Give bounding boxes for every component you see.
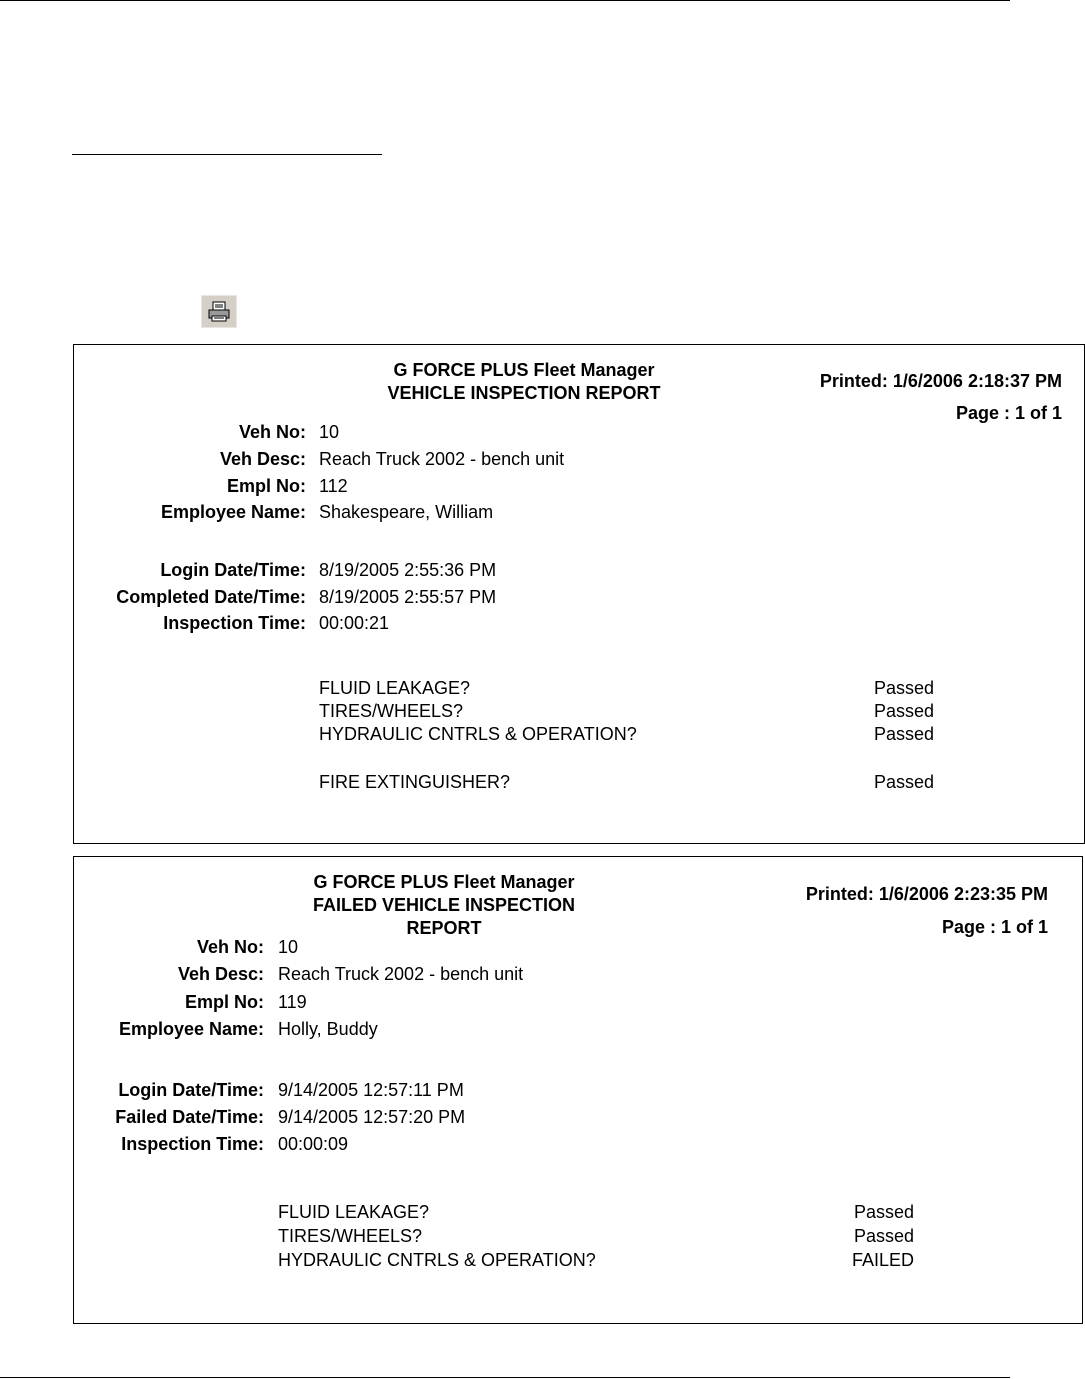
field-value: Holly, Buddy — [278, 1019, 378, 1039]
failed-vehicle-inspection-report — [73, 856, 1083, 1324]
field-label: Empl No: — [185, 992, 264, 1012]
field-label: Completed Date/Time: — [116, 587, 306, 607]
field-label: Veh No: — [238, 422, 306, 442]
field-value: 8/19/2005 2:55:57 PM — [319, 587, 497, 607]
field-value: Reach Truck 2002 - bench unit — [278, 964, 524, 984]
report-company-title: G FORCE PLUS Fleet Manager — [313, 872, 575, 892]
inspection-item-question: HYDRAULIC CNTRLS & OPERATION? — [319, 724, 637, 744]
inspection-item-question: TIRES/WHEELS? — [319, 701, 464, 721]
inspection-item-question: TIRES/WHEELS? — [278, 1226, 423, 1246]
inspection-item-result: Passed — [874, 678, 935, 698]
inspection-item-question: FLUID LEAKAGE? — [319, 678, 471, 698]
field-value: 10 — [278, 937, 299, 957]
vehicle-inspection-report — [73, 344, 1085, 844]
section-underline — [72, 154, 382, 155]
printed-timestamp: Printed: 1/6/2006 2:18:37 PM — [819, 371, 1062, 391]
inspection-item-question: FIRE EXTINGUISHER? — [319, 772, 511, 792]
field-value: 10 — [319, 422, 340, 442]
inspection-item-result: Passed — [854, 1226, 915, 1246]
field-label: Empl No: — [227, 476, 306, 496]
field-value: 00:00:09 — [278, 1134, 349, 1154]
field-label: Inspection Time: — [121, 1134, 264, 1154]
field-value: 119 — [278, 992, 307, 1012]
field-label: Inspection Time: — [163, 613, 306, 633]
field-label: Veh Desc: — [219, 449, 306, 469]
inspection-item-question: FLUID LEAKAGE? — [278, 1202, 430, 1222]
inspection-item-question: HYDRAULIC CNTRLS & OPERATION? — [278, 1250, 596, 1270]
report-type-title: FAILED VEHICLE INSPECTION REPORT — [312, 895, 576, 938]
report-header — [374, 359, 674, 405]
report-company-title: G FORCE PLUS Fleet Manager — [393, 360, 655, 380]
field-label: Employee Name: — [160, 502, 306, 522]
field-value: 00:00:21 — [319, 613, 390, 633]
field-value: Shakespeare, William — [319, 502, 494, 522]
page-bottom-rule — [0, 1377, 1010, 1378]
inspection-item-result: FAILED — [852, 1250, 915, 1270]
field-label: Login Date/Time: — [160, 560, 306, 580]
field-label: Veh No: — [196, 937, 264, 957]
field-value: 112 — [319, 476, 348, 496]
report-type-title: VEHICLE INSPECTION REPORT — [387, 383, 661, 403]
inspection-item-result: Passed — [874, 701, 935, 721]
page-top-rule — [0, 0, 1010, 1]
printed-timestamp: Printed: 1/6/2006 2:23:35 PM — [805, 884, 1048, 904]
field-label: Failed Date/Time: — [115, 1107, 264, 1127]
printer-icon — [207, 301, 231, 323]
report-header — [274, 871, 614, 940]
inspection-item-result: Passed — [874, 772, 935, 792]
inspection-item-result: Passed — [874, 724, 935, 744]
print-button[interactable] — [201, 295, 237, 328]
field-value: 9/14/2005 12:57:11 PM — [278, 1080, 464, 1100]
inspection-item-result: Passed — [854, 1202, 915, 1222]
field-value: 8/19/2005 2:55:36 PM — [319, 560, 497, 580]
page-number: Page : 1 of 1 — [941, 917, 1048, 937]
field-label: Veh Desc: — [177, 964, 264, 984]
field-label: Employee Name: — [118, 1019, 264, 1039]
field-label: Login Date/Time: — [118, 1080, 264, 1100]
field-value: 9/14/2005 12:57:20 PM — [278, 1107, 466, 1127]
field-value: Reach Truck 2002 - bench unit — [319, 449, 565, 469]
page-number: Page : 1 of 1 — [955, 403, 1062, 423]
